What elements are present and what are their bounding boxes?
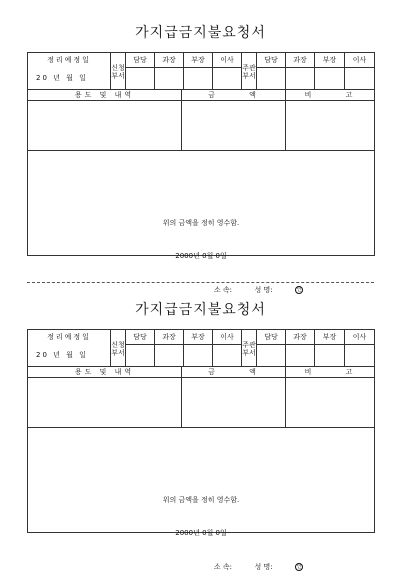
name-label: 성 명:: [254, 286, 273, 294]
receipt-section: [28, 428, 375, 571]
col-amount-header: 금 액: [182, 367, 286, 378]
approval-left-3: 이사: [213, 330, 242, 345]
managing-dept-label: 주관부서: [242, 53, 257, 90]
receipt-date: 2000년 0월 0일: [175, 252, 227, 260]
scheduled-date-label: 정리예정일: [28, 330, 111, 345]
receipt-statement: 위의 금액을 정히 영수함.: [162, 219, 240, 227]
approval-left-1: 과장: [155, 330, 184, 345]
approval-left-0: 담당: [126, 330, 155, 345]
col-purpose-header: 용도 및 내역: [28, 90, 182, 101]
approval-table: [27, 329, 375, 367]
sign-box-left-0[interactable]: [126, 68, 155, 90]
signature-line: [28, 562, 374, 572]
sign-box-right-0[interactable]: [257, 68, 286, 90]
sign-box-left-3[interactable]: [213, 345, 242, 367]
sign-box-left-2[interactable]: [184, 68, 213, 90]
date-line: 20 년 월 일: [28, 68, 111, 90]
cut-line: [27, 282, 374, 283]
sign-box-left-1[interactable]: [155, 68, 184, 90]
seal-mark: 인: [296, 564, 302, 570]
receipt-statement: 위의 금액을 정히 영수함.: [162, 496, 240, 504]
sign-box-right-0[interactable]: [257, 345, 286, 367]
date-line: 20 년 월 일: [28, 345, 111, 367]
approval-table: [27, 52, 375, 90]
approval-right-2: 부장: [315, 330, 345, 345]
sign-box-left-3[interactable]: [213, 68, 242, 90]
detail-table: [27, 89, 375, 294]
approval-left-3: 이사: [213, 53, 242, 68]
sign-box-right-1[interactable]: [286, 68, 315, 90]
purpose-field[interactable]: [28, 378, 182, 428]
affiliation-label: 소 속:: [213, 286, 233, 294]
approval-right-1: 과장: [286, 53, 315, 68]
remarks-field[interactable]: [286, 378, 375, 428]
col-remarks-header: 비 고: [286, 90, 375, 101]
approval-left-2: 부장: [184, 53, 213, 68]
name-label: 성 명:: [254, 563, 273, 571]
sign-box-right-3[interactable]: [345, 68, 375, 90]
affiliation-label: 소 속:: [213, 563, 233, 571]
amount-field[interactable]: [182, 101, 286, 151]
requesting-dept-label: 신청부서: [111, 53, 126, 90]
approval-right-3: 이사: [345, 330, 375, 345]
col-amount-header: 금 액: [182, 90, 286, 101]
sign-box-left-1[interactable]: [155, 345, 184, 367]
approval-left-0: 담당: [126, 53, 155, 68]
signature-line: [28, 285, 374, 295]
approval-right-2: 부장: [315, 53, 345, 68]
approval-left-1: 과장: [155, 53, 184, 68]
seal-mark: 인: [296, 287, 302, 293]
sign-box-left-0[interactable]: [126, 345, 155, 367]
receipt-section: [28, 151, 375, 294]
sign-box-right-3[interactable]: [345, 345, 375, 367]
sign-box-right-1[interactable]: [286, 345, 315, 367]
managing-dept-label: 주관부서: [242, 330, 257, 367]
requesting-dept-label: 신청부서: [111, 330, 126, 367]
sign-box-left-2[interactable]: [184, 345, 213, 367]
remarks-field[interactable]: [286, 101, 375, 151]
purpose-field[interactable]: [28, 101, 182, 151]
sign-box-right-2[interactable]: [315, 345, 345, 367]
form-title: 가지급금지불요청서: [135, 302, 266, 318]
receipt-date: 2000년 0월 0일: [175, 529, 227, 537]
detail-table: [27, 366, 375, 571]
col-purpose-header: 용도 및 내역: [28, 367, 182, 378]
approval-left-2: 부장: [184, 330, 213, 345]
sign-box-right-2[interactable]: [315, 68, 345, 90]
approval-right-0: 담당: [257, 330, 286, 345]
approval-right-1: 과장: [286, 330, 315, 345]
approval-right-0: 담당: [257, 53, 286, 68]
approval-right-3: 이사: [345, 53, 375, 68]
scheduled-date-label: 정리예정일: [28, 53, 111, 68]
form-title: 가지급금지불요청서: [135, 25, 266, 41]
col-remarks-header: 비 고: [286, 367, 375, 378]
amount-field[interactable]: [182, 378, 286, 428]
